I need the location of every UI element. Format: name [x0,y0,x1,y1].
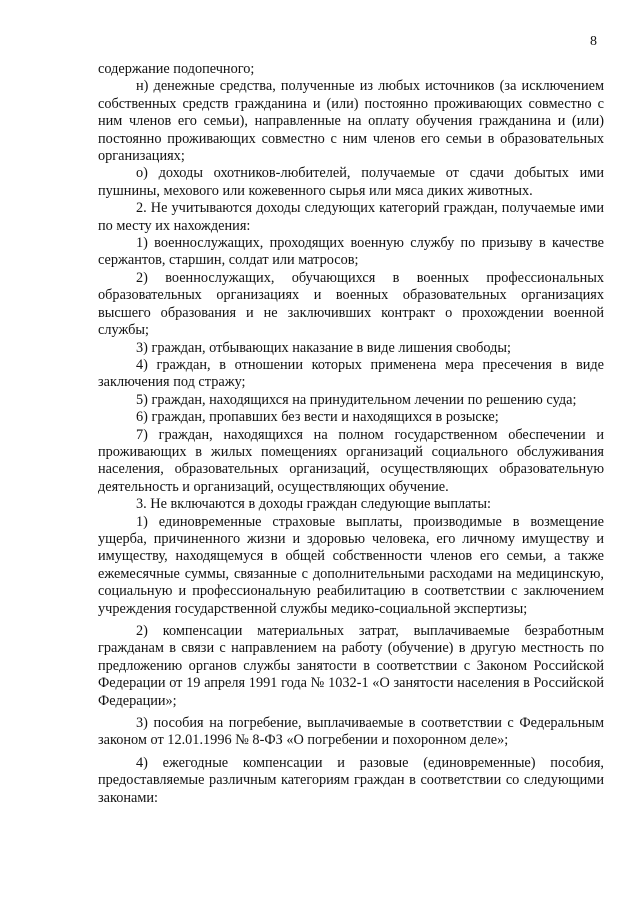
paragraph: 3) пособия на погребение, выплачиваемые в соответствии с Федеральным законом от 12.01.1996 № 8-ФЗ «О погребении и похоронном деле»; [98,715,604,749]
paragraph: 5) граждан, находящихся на принудительном лечении по решению суда; [136,391,577,408]
paragraph: н) денежные средства, полученные из любых источников (за исключением собственных средств гражданина и (или) постоянно проживающих совместно с ним членов его семьи), направленные на оплату обучения гражданина и (или) постоянно проживающих совместно с ним членов его семьи в образовательных организациях; [98,78,604,165]
paragraph: 1) единовременные страховые выплаты, производимые в возмещение ущерба, причиненного жизни и здоровью человека, его личному имуществу и имуществу, находящемуся в общей собственности членов его семьи, а также ежемесячные суммы, связанные с дополнительными расходами на медицинскую, социальную и профессиональную реабилитацию в соответствии с заключением учреждения государственной службы медико-социальной экспертизы; [98,513,604,617]
paragraph: 2. Не учитываются доходы следующих категорий граждан, получаемые ими по месту их нахождения: [98,200,604,234]
paragraph: 3. Не включаются в доходы граждан следующие выплаты: [136,496,491,513]
page-number: 8 [590,34,597,49]
paragraph: 4) ежегодные компенсации и разовые (единовременные) пособия, предоставляемые различным категориям граждан в соответствии со следующими законами: [98,754,604,806]
paragraph: содержание подопечного; [98,61,255,77]
paragraph: 2) военнослужащих, обучающихся в военных профессиональных образовательных организациях и военных образовательных организациях высшего образования и не заключивших контракт о прохождении военной службы; [98,269,604,339]
paragraph: 7) граждан, находящихся на полном государственном обеспечении и проживающих в жилых помещениях организаций социального обслуживания населения, образовательных организаций, осуществляющих образовательную деятельность и организаций, осуществляющих обучение. [98,426,604,495]
paragraph: 6) граждан, пропавших без вести и находящихся в розыске; [136,409,499,426]
paragraph: о) доходы охотников-любителей, получаемые от сдачи добытых ими пушнины, мехового или кожевенного сырья или мяса диких животных. [98,165,604,199]
paragraph: 2) компенсации материальных затрат, выплачиваемые безработным гражданам в связи с направлением на работу (обучение) в другую местность по предложению органов службы занятости в соответствии с Законом Российской Федерации от 19 апреля 1991 года № 1032-1 «О занятости населения в Российской Федерации»; [98,623,604,709]
paragraph: 1) военнослужащих, проходящих военную службу по призыву в качестве сержантов, старшин, солдат или матросов; [98,235,604,269]
paragraph: 4) граждан, в отношении которых применена мера пресечения в виде заключения под стражу; [98,356,604,391]
paragraph: 3) граждан, отбывающих наказание в виде лишения свободы; [136,339,512,356]
document-body [98,61,604,807]
